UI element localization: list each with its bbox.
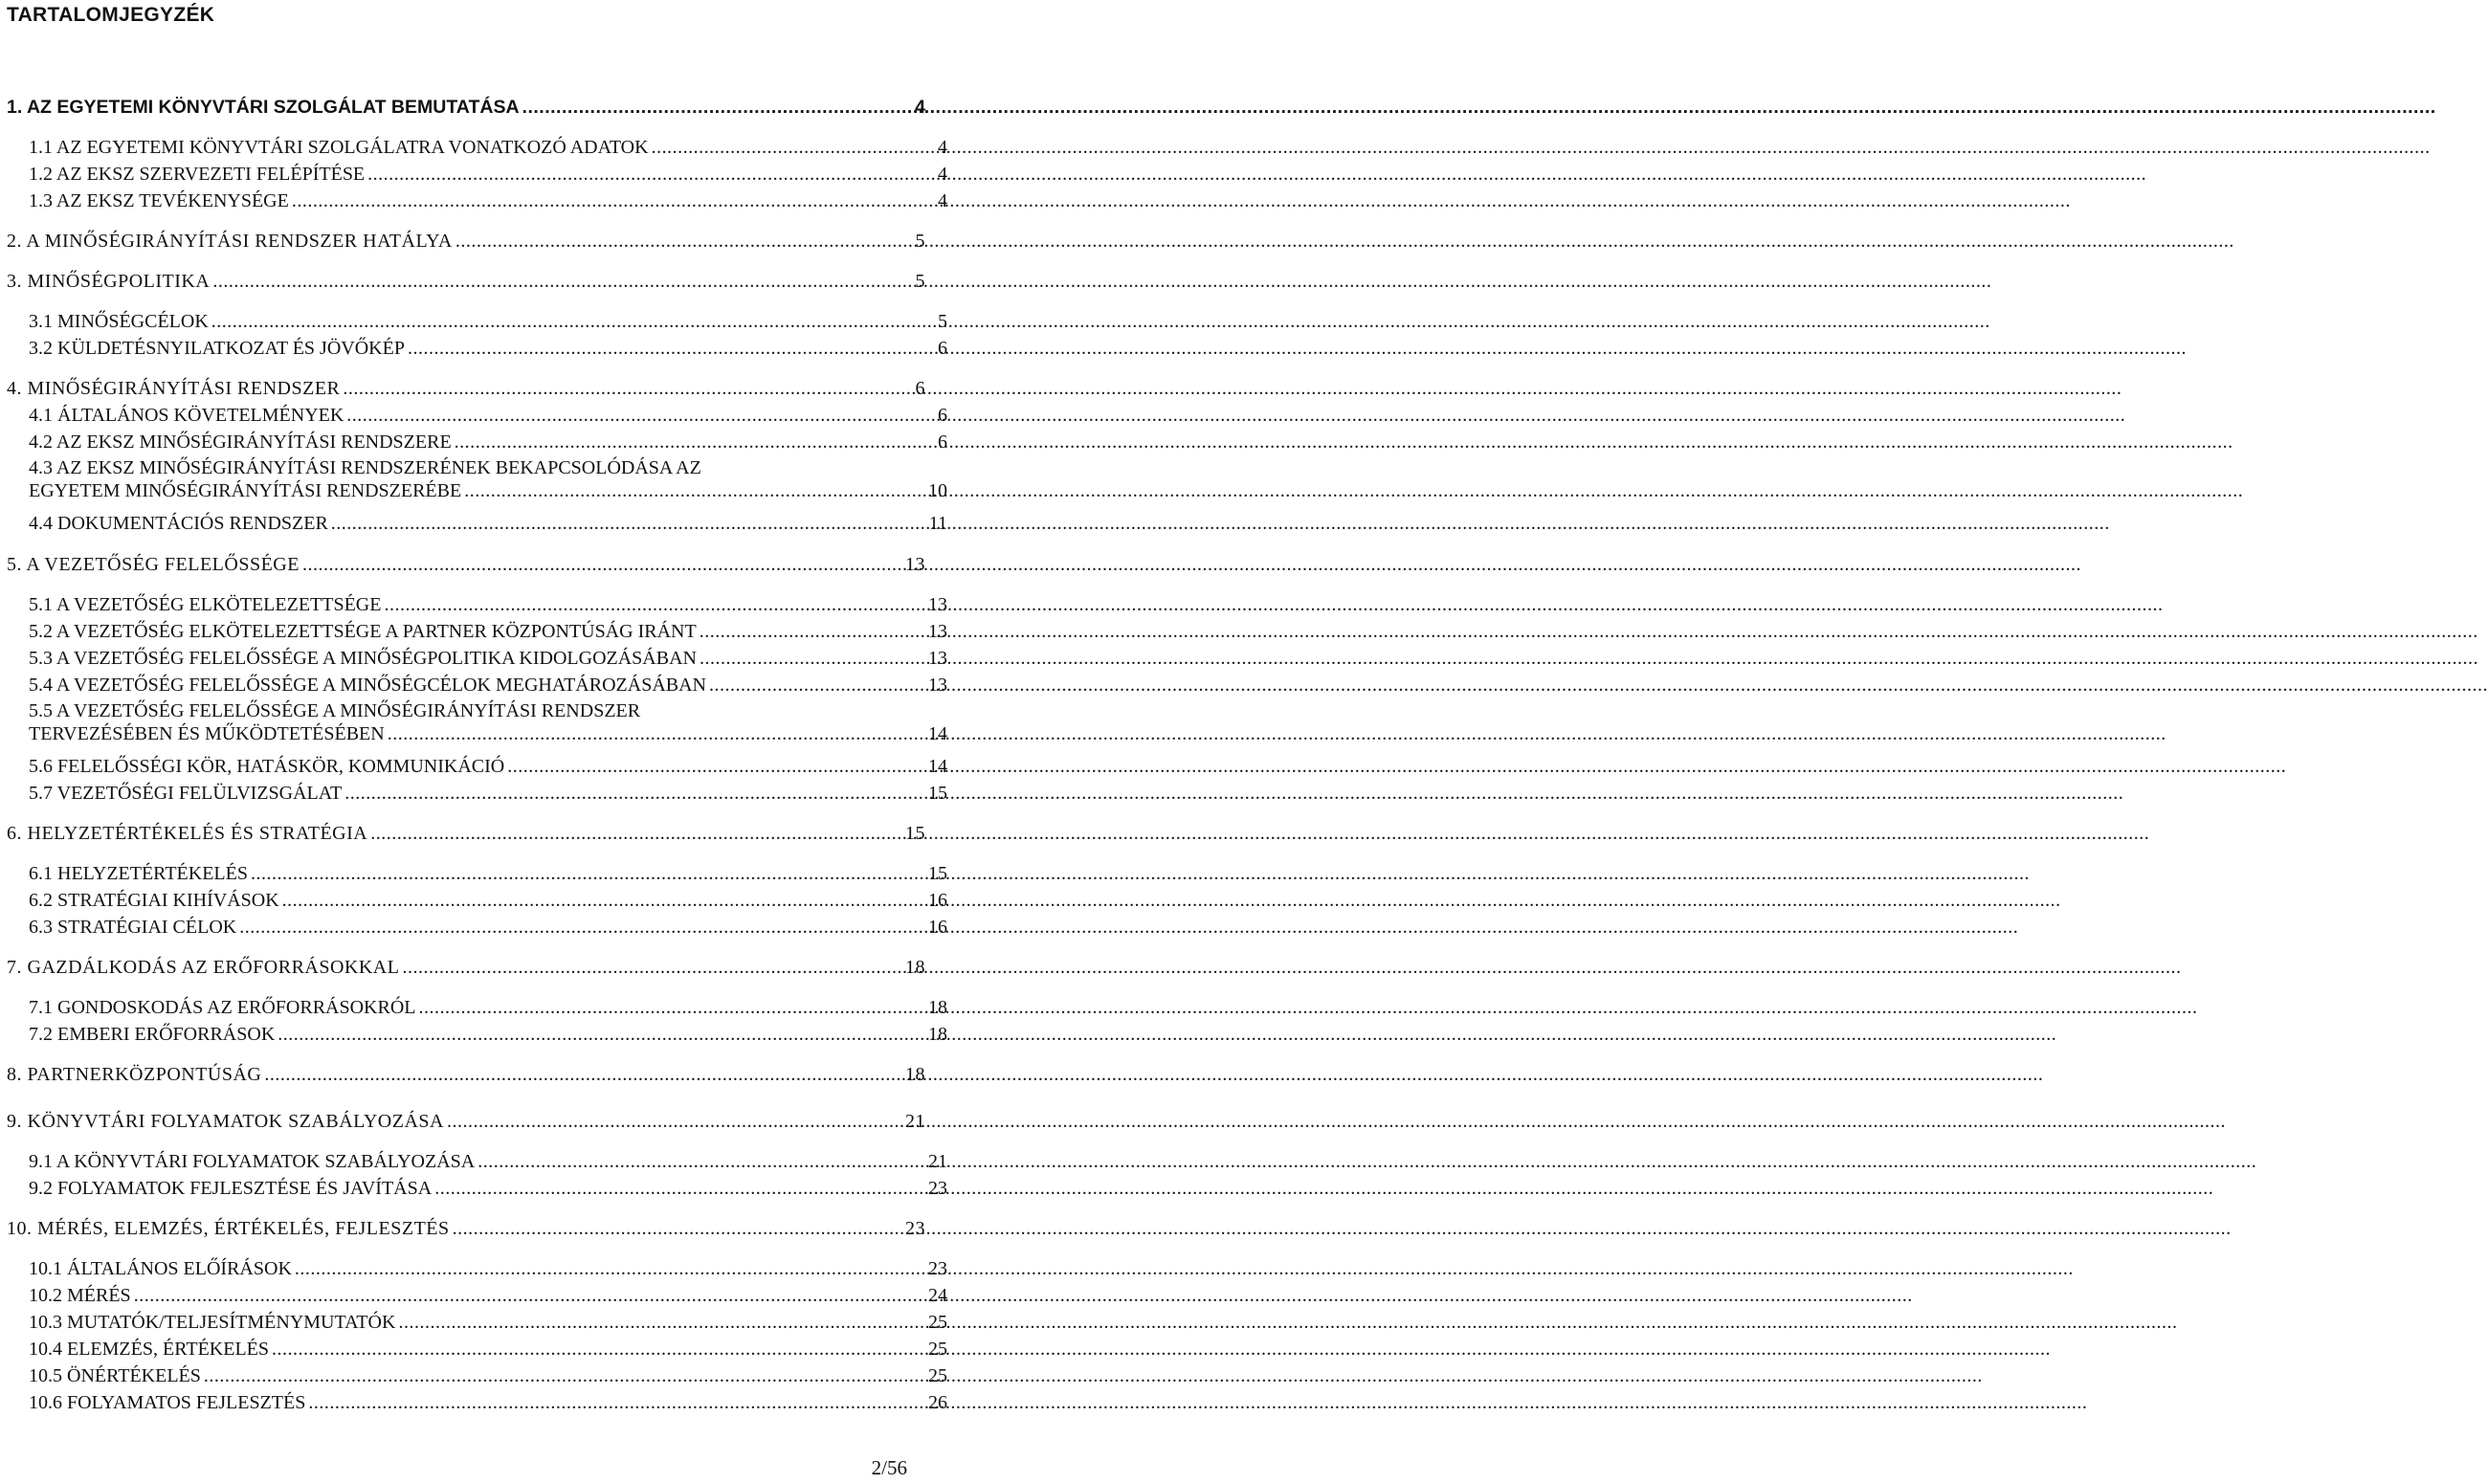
toc-entry-text: 10. MÉRÉS, ELEMZÉS, ÉRTÉKELÉS, FEJLESZTÉS xyxy=(7,1218,450,1239)
toc-page-number: 4 xyxy=(938,164,947,185)
toc-entry-text: 9. KÖNYVTÁRI FOLYAMATOK SZABÁLYOZÁSA xyxy=(7,1111,444,1132)
toc-entry[interactable] xyxy=(0,593,960,616)
toc-entry[interactable] xyxy=(0,1217,938,1240)
toc-entry-text: 3.2 KÜLDETÉSNYILATKOZAT ÉS JÖVŐKÉP xyxy=(29,338,405,359)
toc-entry-text: 4.1 ÁLTALÁNOS KÖVETELMÉNYEK xyxy=(29,405,344,426)
toc-entry-text: 5.7 VEZETŐSÉGI FELÜLVIZSGÁLAT xyxy=(29,783,343,804)
toc-leader-dots xyxy=(398,1311,925,1334)
toc-leader-dots xyxy=(507,755,925,778)
page-title: TARTALOMJEGYZÉK xyxy=(7,4,215,26)
toc-entry-text: 4.4 DOKUMENTÁCIÓS RENDSZER xyxy=(29,513,328,534)
toc-leader-dots xyxy=(367,163,935,186)
toc-leader-dots xyxy=(278,1023,925,1046)
toc-page-number: 4 xyxy=(938,137,947,158)
toc-page-number: 23 xyxy=(905,1218,925,1239)
toc-entry[interactable] xyxy=(0,1110,938,1133)
toc-entry-text: 7.1 GONDOSKODÁS AZ ERŐFORRÁSOKRÓL xyxy=(29,997,416,1018)
toc-entry[interactable] xyxy=(0,457,960,502)
toc-entry-text: 5.1 A VEZETŐSÉG ELKÖTELEZETTSÉGE xyxy=(29,594,382,615)
toc-entry-text: 5.3 A VEZETŐSÉG FELELŐSSÉGE A MINŐSÉGPOLITIKA KIDOLGOZÁSÁBAN xyxy=(29,648,697,669)
toc-entry[interactable] xyxy=(0,647,960,670)
toc-page-number: 13 xyxy=(928,648,947,669)
toc-entry-text: 4.2 AZ EKSZ MINŐSÉGIRÁNYÍTÁSI RENDSZERE xyxy=(29,432,452,453)
toc-leader-dots xyxy=(522,96,913,119)
toc-entry[interactable] xyxy=(0,553,938,576)
toc-leader-dots xyxy=(204,1364,925,1387)
toc-leader-dots xyxy=(212,270,912,293)
toc-entry-text: 5. A VEZETŐSÉG FELELŐSSÉGE xyxy=(7,554,300,575)
toc-page-number: 13 xyxy=(928,621,947,642)
toc-page-number: 10 xyxy=(928,480,947,501)
toc-page-number: 21 xyxy=(928,1151,947,1172)
toc-entry[interactable] xyxy=(0,1391,960,1414)
toc-entry-text: 3. MINŐSÉGPOLITIKA xyxy=(7,271,211,292)
toc-page-number: 21 xyxy=(905,1111,925,1132)
toc-entry[interactable] xyxy=(0,230,938,253)
toc-entry[interactable] xyxy=(0,404,960,427)
toc-page-number: 14 xyxy=(928,723,947,744)
toc-entry-text: 6.3 STRATÉGIAI CÉLOK xyxy=(29,917,237,938)
toc-entry-text: 5.6 FELELŐSSÉGI KÖR, HATÁSKÖR, KOMMUNIKÁCIÓ xyxy=(29,756,505,777)
toc-entry-text: 10.5 ÖNÉRTÉKELÉS xyxy=(29,1365,201,1386)
toc-entry[interactable] xyxy=(0,1150,960,1173)
toc-leader-dots xyxy=(402,956,902,979)
toc-entry[interactable] xyxy=(0,1257,960,1280)
toc-entry[interactable] xyxy=(0,1177,960,1200)
toc-entry-text: 4. MINŐSÉGIRÁNYÍTÁSI RENDSZER xyxy=(7,378,341,399)
toc-entry-text: 10.3 MUTATÓK/TELJESÍTMÉNYMUTATÓK xyxy=(29,1312,396,1333)
toc-leader-dots xyxy=(700,620,925,643)
toc-page-number: 6 xyxy=(938,405,947,426)
toc-entry-text: 10.1 ÁLTALÁNOS ELŐÍRÁSOK xyxy=(29,1258,292,1279)
toc-entry[interactable] xyxy=(0,1284,960,1307)
toc-entry[interactable] xyxy=(0,755,960,778)
toc-page-number: 23 xyxy=(928,1178,947,1199)
toc-leader-dots xyxy=(408,337,935,360)
toc-leader-dots xyxy=(251,862,925,885)
toc-page-number: 25 xyxy=(928,1365,947,1386)
toc-page-number: 16 xyxy=(928,917,947,938)
toc-page-number: 13 xyxy=(928,675,947,696)
toc-page-number: 15 xyxy=(905,823,925,844)
toc-entry-text-continued: EGYETEM MINŐSÉGIRÁNYÍTÁSI RENDSZERÉBE xyxy=(29,480,462,501)
toc-entry[interactable] xyxy=(0,1023,960,1046)
toc-entry[interactable] xyxy=(0,431,960,454)
toc-page-number: 18 xyxy=(928,1024,947,1045)
toc-page-number: 23 xyxy=(928,1258,947,1279)
toc-entry-text: 1.2 AZ EKSZ SZERVEZETI FELÉPÍTÉSE xyxy=(29,164,366,185)
toc-entry[interactable] xyxy=(0,674,960,697)
toc-leader-dots xyxy=(453,1217,902,1240)
toc-entry-text: 10.6 FOLYAMATOS FEJLESZTÉS xyxy=(29,1392,306,1413)
toc-page-number: 5 xyxy=(915,271,925,292)
toc-entry[interactable] xyxy=(0,996,960,1019)
toc-page-number: 15 xyxy=(928,783,947,804)
toc-entry-text: 6.1 HELYZETÉRTÉKELÉS xyxy=(29,863,248,884)
toc-entry-text: 1. AZ EGYETEMI KÖNYVTÁRI SZOLGÁLAT BEMUTATÁSA xyxy=(7,97,520,118)
toc-entry[interactable] xyxy=(0,337,960,360)
toc-page-number: 26 xyxy=(928,1392,947,1413)
toc-leader-dots xyxy=(447,1110,902,1133)
toc-entry[interactable] xyxy=(0,96,937,119)
toc-leader-dots xyxy=(388,722,925,745)
toc-leader-dots xyxy=(344,782,925,805)
toc-page-number: 4 xyxy=(938,190,947,211)
toc-entry[interactable] xyxy=(0,1311,960,1334)
toc-page-number: 25 xyxy=(928,1312,947,1333)
toc-entry[interactable] xyxy=(0,916,960,939)
toc-leader-dots xyxy=(282,889,925,912)
toc-entry-text-continued: TERVEZÉSÉBEN ÉS MŰKÖDTETÉSÉBEN xyxy=(29,723,385,744)
toc-entry[interactable] xyxy=(0,189,960,212)
toc-leader-dots xyxy=(419,996,926,1019)
toc-entry[interactable] xyxy=(0,862,960,885)
toc-entry-text: 10.2 MÉRÉS xyxy=(29,1285,131,1306)
toc-page-number: 13 xyxy=(905,554,925,575)
toc-entry-text: 9.2 FOLYAMATOK FEJLESZTÉSE ÉS JAVÍTÁSA xyxy=(29,1178,433,1199)
toc-entry[interactable] xyxy=(0,956,938,979)
toc-entry-text: 9.1 A KÖNYVTÁRI FOLYAMATOK SZABÁLYOZÁSA xyxy=(29,1151,476,1172)
page-number: 2/56 xyxy=(871,1456,907,1479)
toc-leader-dots xyxy=(434,1177,925,1200)
toc-leader-dots xyxy=(709,674,925,697)
toc-page-number: 18 xyxy=(928,997,947,1018)
toc-page-number: 24 xyxy=(928,1285,947,1306)
toc-entry[interactable] xyxy=(0,270,938,293)
toc-entry-text: 7. GAZDÁLKODÁS AZ ERŐFORRÁSOKKAL xyxy=(7,957,400,978)
toc-entry-text: 7.2 EMBERI ERŐFORRÁSOK xyxy=(29,1024,276,1045)
toc-entry[interactable] xyxy=(0,1338,960,1361)
toc-entry[interactable] xyxy=(0,700,960,745)
toc-page-number: 25 xyxy=(928,1339,947,1360)
toc-page-number: 11 xyxy=(928,513,947,534)
toc-page-number: 6 xyxy=(915,378,925,399)
toc-leader-dots xyxy=(134,1284,925,1307)
toc-entry[interactable] xyxy=(0,512,960,535)
toc-leader-dots xyxy=(652,136,935,159)
toc-page-number: 13 xyxy=(928,594,947,615)
toc-entry-text: 6. HELYZETÉRTÉKELÉS ÉS STRATÉGIA xyxy=(7,823,368,844)
toc-entry-text: 10.4 ELEMZÉS, ÉRTÉKELÉS xyxy=(29,1339,269,1360)
toc-entry-text: 1.1 AZ EGYETEMI KÖNYVTÁRI SZOLGÁLATRA VONATKOZÓ ADATOK xyxy=(29,137,649,158)
toc-entry-text: 5.5 A VEZETŐSÉG FELELŐSSÉGE A MINŐSÉGIRÁNYÍTÁSI RENDSZER xyxy=(29,700,641,721)
toc-leader-dots xyxy=(292,189,935,212)
toc-entry[interactable] xyxy=(0,377,938,400)
toc-leader-dots xyxy=(308,1391,925,1414)
toc-leader-dots xyxy=(455,431,935,454)
toc-entry-text: 3.1 MINŐSÉGCÉLOK xyxy=(29,311,209,332)
toc-entry-text: 8. PARTNERKÖZPONTÚSÁG xyxy=(7,1064,262,1085)
toc-entry[interactable] xyxy=(0,889,960,912)
toc-leader-dots xyxy=(264,1063,902,1086)
toc-leader-dots xyxy=(331,512,926,535)
toc-entry-text: 6.2 STRATÉGIAI KIHÍVÁSOK xyxy=(29,890,279,911)
toc-entry[interactable] xyxy=(0,1063,938,1086)
toc-leader-dots xyxy=(464,479,925,502)
toc-entry-text: 2. A MINŐSÉGIRÁNYÍTÁSI RENDSZER HATÁLYA xyxy=(7,231,453,252)
toc-entry-text: 1.3 AZ EKSZ TEVÉKENYSÉGE xyxy=(29,190,289,211)
toc-entry[interactable] xyxy=(0,1364,960,1387)
toc-leader-dots xyxy=(700,647,925,670)
toc-leader-dots xyxy=(478,1150,925,1173)
toc-page-number: 18 xyxy=(905,1064,925,1085)
toc-leader-dots xyxy=(295,1257,925,1280)
toc-page-number: 14 xyxy=(928,756,947,777)
toc-page-number: 15 xyxy=(928,863,947,884)
toc-page-number: 16 xyxy=(928,890,947,911)
toc-leader-dots xyxy=(239,916,925,939)
toc-entry[interactable] xyxy=(0,163,960,186)
toc-entry[interactable] xyxy=(0,782,960,805)
toc-leader-dots xyxy=(272,1338,925,1361)
toc-leader-dots xyxy=(455,230,913,253)
toc-entry-text: 5.2 A VEZETŐSÉG ELKÖTELEZETTSÉGE A PARTNER KÖZPONTÚSÁG IRÁNT xyxy=(29,621,697,642)
toc-leader-dots xyxy=(343,377,912,400)
toc-page-number: 5 xyxy=(938,311,947,332)
toc-page-number: 5 xyxy=(915,231,925,252)
toc-page-number: 6 xyxy=(938,432,947,453)
toc-leader-dots xyxy=(211,310,935,333)
toc-entry[interactable] xyxy=(0,310,960,333)
toc-entry-text: 4.3 AZ EKSZ MINŐSÉGIRÁNYÍTÁSI RENDSZERÉNEK BEKAPCSOLÓDÁSA AZ xyxy=(29,457,701,478)
toc-page-number: 6 xyxy=(938,338,947,359)
toc-leader-dots xyxy=(384,593,925,616)
toc-page-number: 4 xyxy=(915,97,925,118)
toc-entry[interactable] xyxy=(0,620,960,643)
toc-page-number: 18 xyxy=(905,957,925,978)
toc-leader-dots xyxy=(346,404,935,427)
toc-entry[interactable] xyxy=(0,136,960,159)
toc-entry[interactable] xyxy=(0,822,938,845)
toc-entry-text: 5.4 A VEZETŐSÉG FELELŐSSÉGE A MINŐSÉGCÉLOK MEGHATÁROZÁSÁBAN xyxy=(29,675,706,696)
toc-leader-dots xyxy=(302,553,902,576)
toc-leader-dots xyxy=(370,822,902,845)
